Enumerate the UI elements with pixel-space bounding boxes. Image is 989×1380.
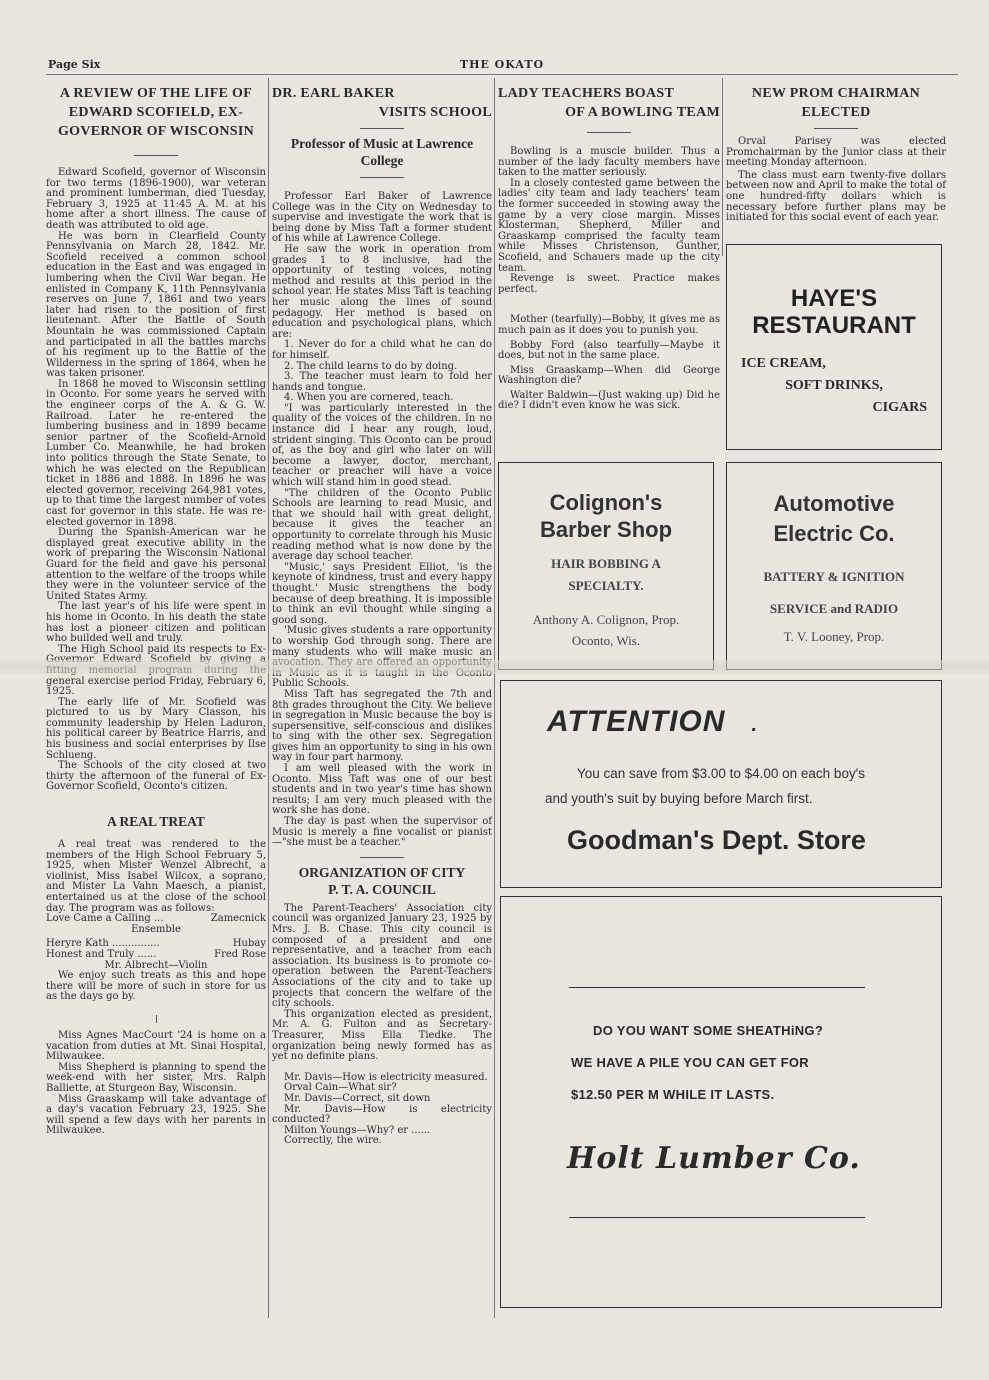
column-4: [726, 80, 946, 224]
scofield-article: Edward Scofield, governor of Wisconsin for two terms (1896-1900), war veteran and prominent lumberman, died Tuesday, February 3, 1925 at 11:45 A. M. at his home after a short illness. The cause of death was attributed to old age. He was born in Clearfield County Pennsylvania on March 28, 1842. Mr. Scofield received a common school education in the East and was engaged in lumbering when the Civil War began. He enlisted in Company K, 11th Pennsylvania reserves on June 7, 1861 and two years later had risen to the position of first lieutenant. After the Battle of South Mountain he was commissioned Captain and participated in all the battles marchs of his regiment up to the Battle of the Wilderness in the spring of 1864, when he was taken prisoner. In 1868 he moved to Wisconsin settling in Oconto. For some years he served with the engineer corps of the A. & G. W. Railroad. Later he re-entered the lumbering business and in 1899 became senior partner of the Scofield-Arnold Lumber Co. Meanwhile, he had broken into politics through the State Senate, to which he was elected on the Republican ticket in 1886 and 1888. In 1896 he was elected governor, receiving 264,981 votes, up to that time the largest number of votes cast for governor in this state. He was re-elected governor in 1898. During the Spanish-American war he displayed great executive ability in the work of preparing the Wisconsin National Guard for the field and gave his personal attention to the welfare of the troops while they were in the volunteer service of the United States Army. The last year's of his life were spent in his home in Oconto. In his death the state has lost a pioneer citizen and politican who builded well and truly. The High School paid its respects to Ex- general exercise period Friday, February 6, 1925. The early life of Mr. Scofield was pictured to us by Mary Classon, his community leadership by Helen Laduron, his political career by Beatrice Harris, and his business and social enterprises by Ilse Schlueng. The Schools of the city closed at two thirty the afternoon of the funeral of Ex-Governor Scofield, Oconto's citizen.: [46, 167, 266, 793]
ad-tagline: HAIR BOBBING A SPECIALTY.: [551, 556, 661, 593]
personals: Miss Agnes MacCourt '24 is home on a vacation from duties at Mt. Sinai Hospital, Milwaukee. Miss Shepherd is planning to spend the week-end with her sister, Mrs. Ralph Balliette, at Sturgeon Bay, Wisconsin. Miss Graaskamp will take advantage of a day's vacation February 23, 1925. She will spend a few days with her parents in Milwaukee.: [46, 1029, 266, 1137]
separator: [156, 1015, 157, 1023]
ad-body: DO YOU WANT SOME SHEATHiNG? WE HAVE A PILE YOU CAN GET FOR $12.50 PER M WHILE IT LASTS.: [571, 1023, 824, 1102]
ad-name: Automotive Electric Co.: [773, 491, 895, 546]
separator: [587, 132, 631, 133]
prom-headline: NEW PROM CHAIRMAN ELECTED: [751, 86, 921, 120]
separator: [360, 857, 404, 858]
baker-article: Professor Earl Baker of Lawrence College was in the City on Wednesday to supervise and investigate the work that is being done by Miss Taft a former student of his while at Lawrence College. He saw the work in operation from grades 1 to 8 inclusive, had the opportunity of testing voices, noting method and results at this period in the school year. He states Miss Taft is teaching her music along the lines of sound pedagogy. Her method is based on education and psychological plans, which are: 1. Never do for a child what he can do for himself. 2. The child learns to do by doing. 3. The teacher must learn to fold her hands and tongue. 4. When you are cornered, teach. "I was particularly interested in the quality of the voices of the children. In no instance did I hear any rough, loud, strident singing. This Oconto can be proud of, as the boy and girl who later on will become a lawyer, doctor, merchant, teacher or preacher will have a voice which will stand him in good stead. "The children of the Oconto Public Schools are learning to read Music, and that we should hail with great delight, because it gives the teacher an opportunity to correlate through his Music reading method what is now done by the average day school teacher. "Music,' says President Elliot, 'is the keynote of kindness, trust and every happy thought.' Music strengthens the body because of deep breathing. It is impossible to think an evil thought while singing a good song. 'Music gives students a rare opportunity to worship God through song. There are many students who will make music an Public Schools. Miss Taft has segregated the 7th and 8th grades throughout the City. We believe in segregation in Music because the boy is supersensitive, self-conscious and dislikes to sing with the other sex. Segregation gives him an opportunity to sing in his own way in four part harmony. I am well pleased with the work in Oconto. Miss Taft was one of our best students and in two year's time has shown results; I am very much pleased with the work she has done. The day is past when the supervisor of Music is merely a fine vocalist or pianist—"she must be a teacher.": [272, 191, 492, 849]
ad-items: ICE CREAM, SOFT DRINKS, CIGARS: [741, 356, 927, 415]
ad-proprietor: T. V. Looney, Prop.: [783, 629, 885, 644]
bowling-headline: LADY TEACHERS BOAST OF A BOWLING TEAM: [498, 86, 720, 120]
separator: [360, 128, 404, 129]
ad-proprietor: Anthony A. Colignon, Prop. Oconto, Wis.: [532, 612, 680, 648]
holt-lumber-ad: [500, 896, 942, 1308]
ad-rule: [569, 1217, 865, 1218]
ad-name: HAYE'S RESTAURANT: [752, 285, 916, 339]
ad-headline: ATTENTION .: [547, 705, 758, 738]
automotive-electric-ad: [726, 462, 942, 670]
ad-rule: [569, 987, 865, 988]
column-3: [498, 80, 720, 412]
treat-headline: A REAL TREAT: [107, 814, 205, 830]
colignon-barber-ad: [498, 462, 714, 670]
masthead: THE OKATO: [459, 58, 545, 71]
ad-company-name: Holt Lumber Co.: [567, 1141, 861, 1176]
header-rule: [46, 74, 958, 75]
paper-fold: [0, 660, 989, 674]
column-divider: [494, 78, 495, 1318]
prom-article: Orval Parisey was elected Promchairman by the Junior class at their meeting Monday afternoon. The class must earn twenty-five dollars between now and April to make the total of one hundred-fifty dollars which is necessary before further plans may be initiated for this social event of each year.: [726, 136, 947, 224]
pta-headline: ORGANIZATION OF CITY P. T. A. COUNCIL: [298, 864, 466, 897]
column-1: [46, 80, 266, 1137]
baker-subtitle: Professor of Music at Lawrence College: [290, 136, 474, 168]
goodman-store-ad: [500, 680, 942, 888]
pta-article: The Parent-Teachers' Association city council was organized January 23, 1925 by Mrs. J. B. Chase. This city council is composed of a president and one representative, and a teacher from each association. Its business is to promote co-operation between the Parent-Teachers Associations of the city and to take up projects that concern the welfare of the city schools. This organization elected as president, Mr. A. G. Fulton and as Secretary-Treasurer, Miss Ella Tiedke. The organization being newly formed has as yet no definite plans.: [272, 902, 492, 1063]
treat-article: A real treat was rendered to the members of the High School February 5, 1925, when Mister Wenzel Albrecht, a violinist, Miss Isabel Wilcox, a soprano, and Mister La Vahn Maesch, a pianist, entertained us at the close of the school day. The program was as follows: Love Came a Calling ... Zamecnick Ensemble Heryre Kath ............... Hubay Honest and Truly ...... Fred Rose Mr. Albrecht—Violin We enjoy such treats as this and hope there will be more of such in store for us as the days go by.: [46, 839, 266, 1003]
column-divider: [268, 78, 269, 1318]
ad-store-name: Goodman's Dept. Store: [567, 825, 866, 855]
page-number: Page Six: [48, 58, 101, 71]
bowling-article: Bowling is a muscle builder. Thus a number of the lady faculty members have taken to the matter seriously. In a closely contested game between the ladies' city team and lady teachers' team the former succeeded in stowing away the game by a very close margin. Misses Klosterman, Shepherd, Miller and Graaskamp comprised the faculty team while Misses Christenson, Gunther, Scofield, and Schauers made up the city team. Revenge is sweet. Practice makes perfect.: [498, 146, 720, 295]
electricity-joke: Mr. Davis—How is electricity measured. Orval Cain—What sir? Mr. Davis—Correct, sit down Mr. Davis—How is electricity conducted? Milton Youngs—Why? er ...... Correctly, the wire.: [272, 1071, 492, 1147]
column-2: [272, 80, 492, 1147]
baker-headline: DR. EARL BAKER VISITS SCHOOL: [272, 86, 492, 120]
ad-name: Colignon's Barber Shop: [539, 490, 673, 542]
ad-services: BATTERY & IGNITION SERVICE and RADIO: [763, 569, 905, 616]
separator: [360, 177, 404, 178]
jokes: Mother (tearfully)—Bobby, it gives me as much pain as it does you to punish you. Bobby Ford (also tearfully—Maybe it does, but not in the same place. Miss Graaskamp—When did George Washington die? Walter Baldwin—(Just waking up) Did he die? I didn't even know he was sick.: [498, 314, 720, 412]
separator: [134, 155, 178, 156]
scofield-headline: A REVIEW OF THE LIFE OF EDWARD SCOFIELD, EX- GOVERNOR OF WISCONSIN: [57, 86, 255, 139]
separator: [814, 128, 858, 129]
hayes-restaurant-ad: [726, 244, 942, 450]
column-divider: [722, 78, 723, 256]
program-list: Love Came a Calling ... Zamecnick Ensemble Heryre Kath ............... Hubay Honest and Truly ...... Fred Rose Mr. Albrecht—Violin: [46, 913, 266, 971]
ad-body: You can save from $3.00 to $4.00 on each boy's and youth's suit by buying before March first.: [545, 766, 866, 806]
